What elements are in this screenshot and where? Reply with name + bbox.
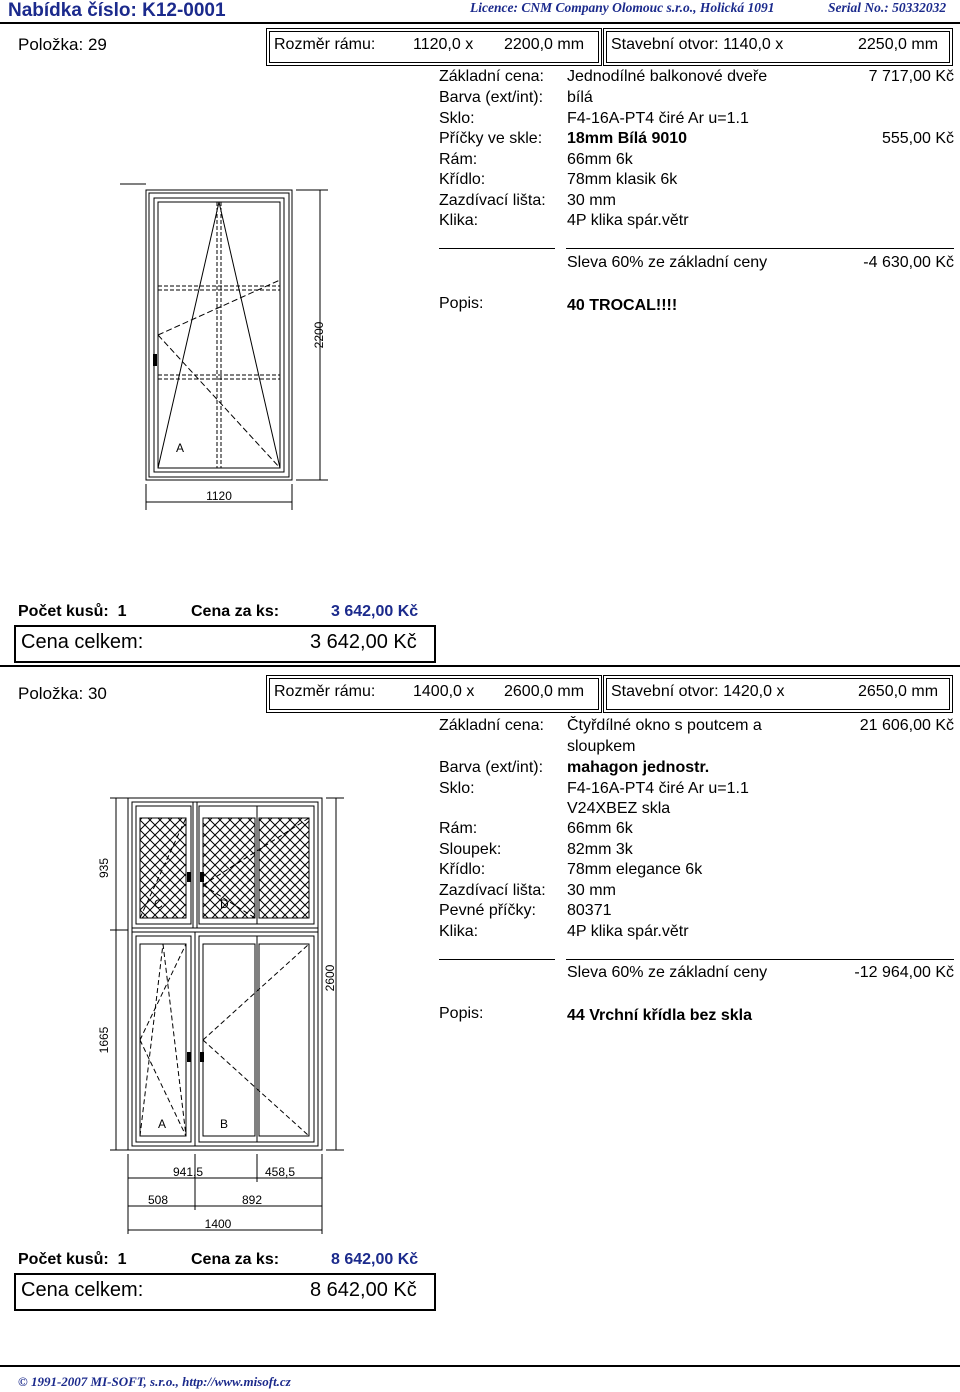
spec-label-color: Barva (ext/int): bbox=[439, 89, 544, 106]
spec-label-frame: Rám: bbox=[439, 151, 478, 168]
spec-value-sash: 78mm klasik 6k bbox=[567, 171, 678, 188]
spec-value-glass: F4-16A-PT4 čiré Ar u=1.1 bbox=[567, 780, 749, 797]
sash-label: A bbox=[176, 441, 185, 455]
unit-price: 3 642,00 Kč bbox=[331, 603, 419, 620]
dim-width: 1400 bbox=[204, 1217, 232, 1231]
spec-value-glass-2: V24XBEZ skla bbox=[567, 800, 671, 817]
unit-price: 8 642,00 Kč bbox=[331, 1251, 419, 1268]
item-label: Položka: 29 bbox=[18, 35, 107, 54]
spec-value-color: mahagon jednostr. bbox=[567, 759, 710, 776]
frame-height: 2200,0 mm bbox=[504, 36, 585, 53]
handle-icon bbox=[187, 872, 191, 882]
item-number: 30 bbox=[87, 684, 107, 703]
discount-value: -4 630,00 Kč bbox=[863, 254, 954, 271]
rule bbox=[566, 248, 954, 249]
sash-label: B bbox=[220, 1117, 229, 1131]
spec-value-mullion: 82mm 3k bbox=[567, 841, 633, 858]
spec-label-base-price: Základní cena: bbox=[439, 717, 544, 734]
licence-text: Licence: CNM Company Olomouc s.r.o., Holická 1091 bbox=[470, 0, 775, 15]
dim-height: 2600 bbox=[323, 964, 337, 992]
spec-value-base-price: Jednodílné balkonové dveře bbox=[567, 68, 768, 85]
spec-label-frame: Rám: bbox=[439, 820, 478, 837]
dim-height: 2200 bbox=[312, 321, 326, 349]
unit-price-label: Cena za ks: bbox=[191, 603, 280, 620]
spec-label-bars: Příčky ve skle: bbox=[439, 130, 543, 147]
spec-label-base-price: Základní cena: bbox=[439, 68, 544, 85]
spec-label-sash: Křídlo: bbox=[439, 171, 486, 188]
base-price: 21 606,00 Kč bbox=[859, 717, 954, 734]
base-price: 7 717,00 Kč bbox=[868, 68, 954, 85]
count-label: Počet kusů: 1 bbox=[18, 603, 127, 620]
dim-bottom-height: 1665 bbox=[97, 1026, 111, 1054]
spec-value-color: bílá bbox=[567, 89, 593, 106]
item-number: 29 bbox=[87, 35, 107, 54]
note-label: Popis: bbox=[439, 1005, 484, 1022]
serial-number: Serial No.: 50332032 bbox=[828, 0, 947, 15]
spec-label-trim: Zazdívací lišta: bbox=[439, 192, 546, 209]
frame-height: 2600,0 mm bbox=[504, 683, 585, 700]
note-value: 44 Vrchní křídla bez skla bbox=[567, 1007, 752, 1024]
handle-icon bbox=[200, 1052, 204, 1062]
spec-label-handle: Klika: bbox=[439, 923, 479, 940]
dim-top-height: 935 bbox=[97, 857, 111, 879]
count-value: 1 bbox=[117, 603, 127, 620]
sash-label: A bbox=[158, 1117, 167, 1131]
frame-size-label: Rozměr rámu: bbox=[274, 683, 376, 700]
dim-width-a: 508 bbox=[147, 1193, 169, 1207]
handle-icon bbox=[200, 872, 204, 882]
opening-size-label: Stavební otvor: 1140,0 x bbox=[611, 36, 784, 53]
header-divider bbox=[0, 22, 960, 24]
count-value: 1 bbox=[117, 1251, 127, 1268]
opening-height: 2650,0 mm bbox=[858, 683, 939, 700]
window-drawing bbox=[120, 170, 340, 520]
spec-label-handle: Klika: bbox=[439, 212, 479, 229]
spec-label-glass: Sklo: bbox=[439, 780, 475, 797]
dim-width-left: 941,5 bbox=[172, 1165, 204, 1179]
spec-label-fixed-bars: Pevné příčky: bbox=[439, 902, 536, 919]
dim-width-b: 892 bbox=[241, 1193, 263, 1207]
spec-value-handle: 4P klika spár.větr bbox=[567, 923, 689, 940]
sash-label: D bbox=[220, 897, 229, 911]
dim-width-right: 458,5 bbox=[264, 1165, 296, 1179]
spec-label-sash: Křídlo: bbox=[439, 861, 486, 878]
item-label: Položka: 30 bbox=[18, 684, 107, 703]
discount-label: Sleva 60% ze základní ceny bbox=[567, 964, 768, 981]
discount-label: Sleva 60% ze základní ceny bbox=[567, 254, 768, 271]
dim-width: 1120 bbox=[206, 489, 232, 503]
footer-divider bbox=[0, 1365, 960, 1367]
spec-value-fixed-bars: 80371 bbox=[567, 902, 612, 919]
handle-icon bbox=[187, 1052, 191, 1062]
spec-label-mullion: Sloupek: bbox=[439, 841, 502, 858]
item-divider bbox=[0, 665, 960, 667]
total-label: Cena celkem: bbox=[21, 1279, 144, 1301]
total-value: 8 642,00 Kč bbox=[310, 1279, 417, 1301]
bars-price: 555,00 Kč bbox=[881, 130, 954, 147]
handle-icon bbox=[153, 354, 157, 366]
spec-value-frame: 66mm 6k bbox=[567, 820, 633, 837]
spec-label-color: Barva (ext/int): bbox=[439, 759, 544, 776]
frame-width: 1120,0 x bbox=[413, 36, 474, 53]
rule bbox=[439, 959, 555, 960]
spec-value-bars: 18mm Bílá 9010 bbox=[567, 130, 688, 147]
spec-label-trim: Zazdívací lišta: bbox=[439, 882, 546, 899]
rule bbox=[439, 248, 555, 249]
count-label: Počet kusů: 1 bbox=[18, 1251, 127, 1268]
opening-height: 2250,0 mm bbox=[858, 36, 939, 53]
total-value: 3 642,00 Kč bbox=[310, 631, 417, 653]
frame-size-label: Rozměr rámu: bbox=[274, 36, 376, 53]
spec-value-handle: 4P klika spár.větr bbox=[567, 212, 689, 229]
spec-value-frame: 66mm 6k bbox=[567, 151, 633, 168]
discount-value: -12 964,00 Kč bbox=[854, 964, 954, 981]
spec-value-trim: 30 mm bbox=[567, 882, 616, 899]
spec-value-glass: F4-16A-PT4 čiré Ar u=1.1 bbox=[567, 110, 749, 127]
note-value: 40 TROCAL!!!! bbox=[567, 297, 678, 314]
footer-copyright: © 1991-2007 MI-SOFT, s.r.o., http://www.misoft.cz bbox=[18, 1374, 291, 1389]
offer-title: Nabídka číslo: K12-0001 bbox=[8, 0, 226, 21]
unit-price-label: Cena za ks: bbox=[191, 1251, 280, 1268]
spec-label-glass: Sklo: bbox=[439, 110, 475, 127]
total-label: Cena celkem: bbox=[21, 631, 144, 653]
note-label: Popis: bbox=[439, 295, 484, 312]
frame-width: 1400,0 x bbox=[413, 683, 475, 700]
spec-value-base-price: Čtyřdílné okno s poutcem a bbox=[567, 717, 762, 734]
opening-size-label: Stavební otvor: 1420,0 x bbox=[611, 683, 785, 700]
window-drawing bbox=[90, 790, 360, 1238]
sash-label: C bbox=[154, 897, 163, 911]
spec-value-sash: 78mm elegance 6k bbox=[567, 861, 703, 878]
spec-value-trim: 30 mm bbox=[567, 192, 616, 209]
spec-value-base-price-2: sloupkem bbox=[567, 738, 636, 755]
rule bbox=[566, 959, 954, 960]
